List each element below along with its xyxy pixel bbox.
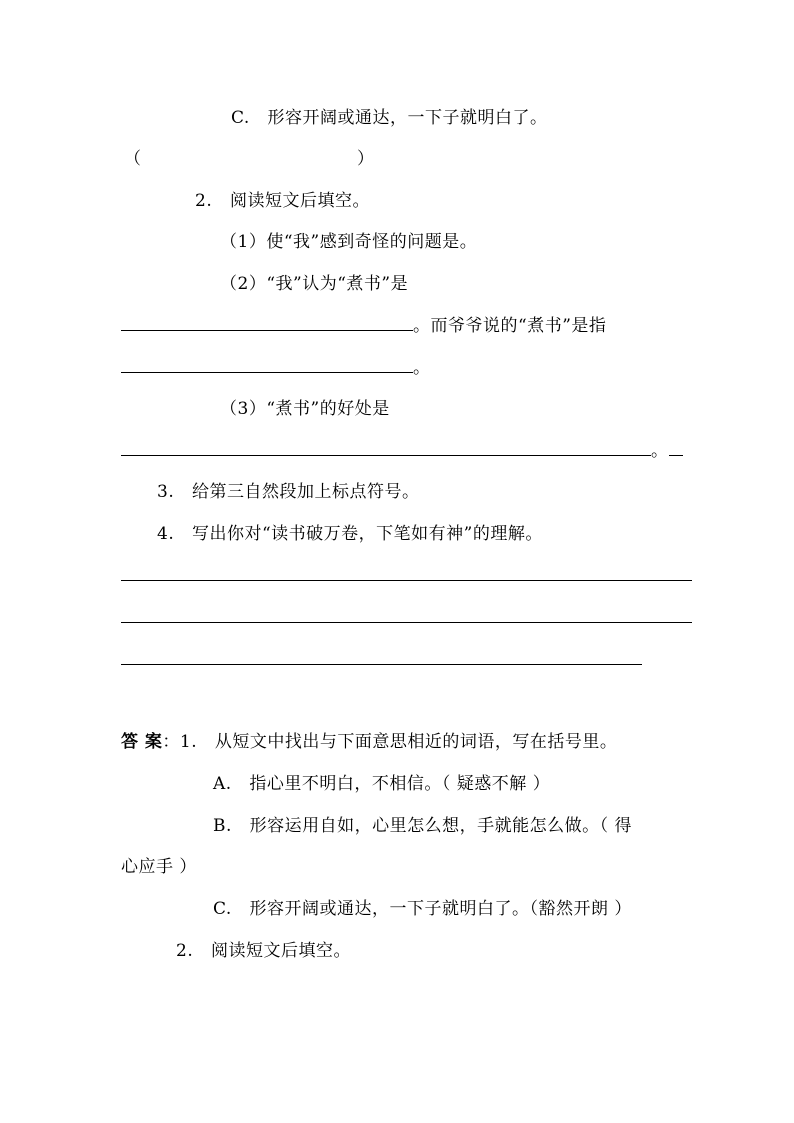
- fill-blank-line[interactable]: [121, 441, 651, 456]
- answer-paren-close: [357, 148, 375, 170]
- question-text: 阅读短文后填空。: [229, 191, 370, 211]
- option-text: 指心里不明白，不相信。（ 疑惑不解 ）: [249, 774, 551, 794]
- sub-question-text: 。而爷爷说的“煮书”是指: [413, 316, 607, 336]
- question-number: 2.: [195, 191, 213, 211]
- paren-open: （: [124, 149, 142, 169]
- q2-sub3-line: [121, 440, 683, 462]
- answer-paren-open: [124, 148, 142, 170]
- q2-heading: [195, 190, 370, 212]
- question-number: 4.: [157, 524, 175, 544]
- option-text: 心应手 ）: [121, 857, 197, 877]
- fill-blank-line[interactable]: [121, 566, 692, 581]
- q4-heading: [157, 523, 543, 545]
- option-text: 形容开阔或通达，一下子就明白了。（豁然开朗 ）: [249, 899, 632, 919]
- question-text: 给第三自然段加上标点符号。: [191, 482, 420, 502]
- answer-option-b-continued: [121, 856, 197, 878]
- paren-close: ）: [357, 149, 375, 169]
- question-number: 2.: [176, 941, 194, 961]
- question-text: 阅读短文后填空。: [210, 941, 351, 961]
- sub-question-text: （2）“我”认为“煮书”是: [220, 274, 409, 294]
- q3-heading: [157, 481, 419, 503]
- question-number: 3.: [157, 482, 175, 502]
- answer-q2-heading: [176, 940, 351, 962]
- answer-option-b: [213, 815, 632, 837]
- fill-blank-line[interactable]: [121, 358, 413, 373]
- q2-sub2-line2: [121, 357, 431, 379]
- answer-option-a: [213, 773, 550, 795]
- fill-blank-line[interactable]: [121, 608, 692, 623]
- question-text: 写出你对“读书破万卷，下笔如有神”的理解。: [191, 524, 543, 544]
- q4-answer-line-2: [121, 607, 692, 629]
- sentence-end: 。: [413, 358, 431, 378]
- q2-sub3: [220, 398, 390, 420]
- q4-answer-line-3: [121, 649, 642, 671]
- option-letter: B.: [213, 816, 232, 836]
- sub-question-text: （1）使“我”感到奇怪的问题是。: [220, 232, 478, 252]
- fill-blank-line[interactable]: [121, 316, 413, 331]
- answers-heading: [121, 731, 617, 753]
- question-number: 1.: [179, 732, 198, 752]
- answer-option-c: [213, 898, 632, 920]
- sentence-end: 。: [651, 441, 669, 461]
- option-text: 形容运用自如，心里怎么想，手就能怎么做。（ 得: [249, 816, 633, 836]
- q2-sub2: [220, 273, 408, 295]
- answers-label: 答 案: [121, 732, 163, 752]
- q4-answer-line-1: [121, 565, 692, 587]
- sub-question-text: （3）“煮书”的好处是: [220, 399, 390, 419]
- option-text: 形容开阔或通达，一下子就明白了。: [267, 108, 548, 128]
- question-text: 从短文中找出与下面意思相近的词语，写在括号里。: [214, 732, 618, 752]
- q2-sub1: [220, 231, 477, 253]
- fill-blank-line[interactable]: [121, 650, 642, 665]
- q1-option-c: [231, 107, 548, 129]
- option-letter: A.: [213, 774, 232, 794]
- q2-sub2-line1: [121, 315, 606, 337]
- answers-colon: ：: [162, 732, 180, 752]
- option-letter: C.: [213, 899, 232, 919]
- fill-blank-tail: [669, 441, 683, 456]
- option-letter: C.: [231, 108, 250, 128]
